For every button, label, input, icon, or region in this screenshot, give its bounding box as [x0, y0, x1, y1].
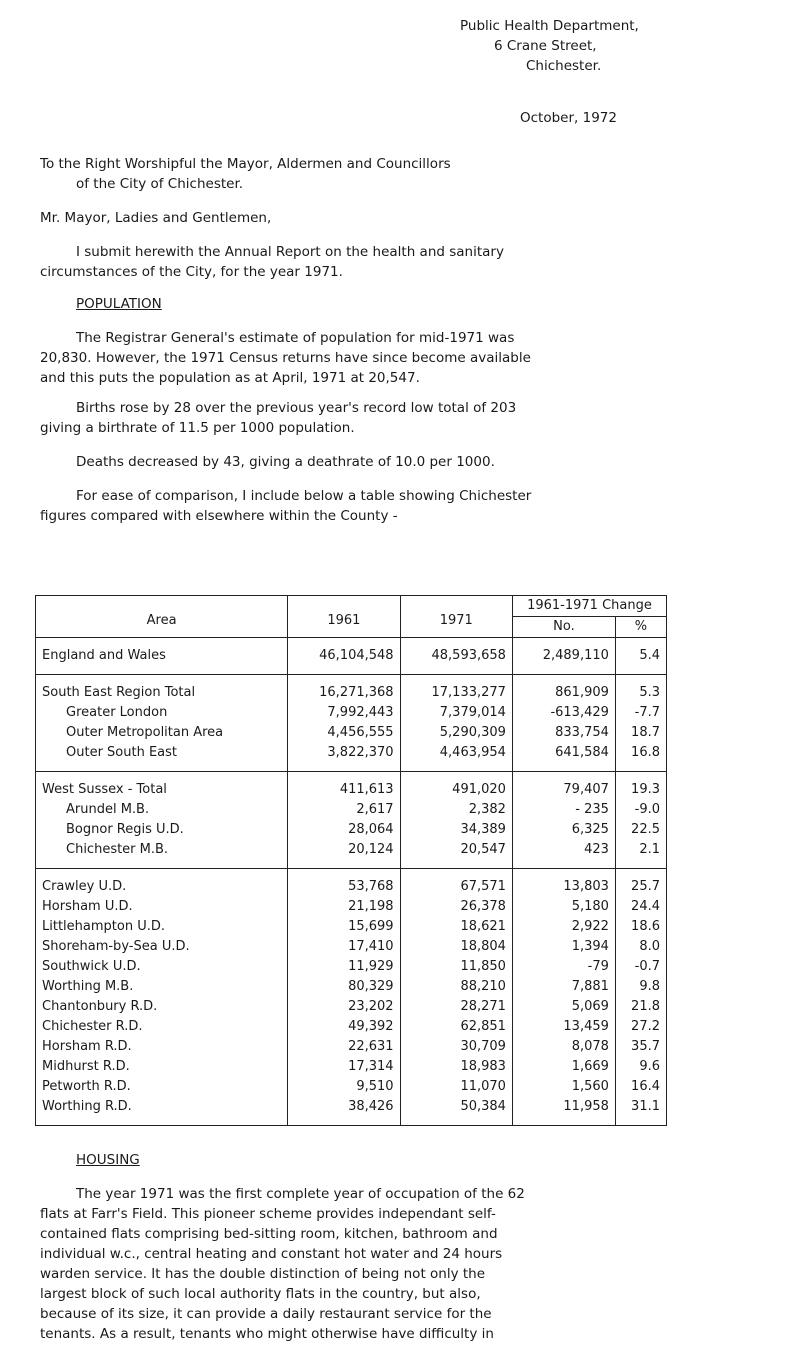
cell-1971: 17,133,277 [400, 675, 512, 704]
population-paragraph-2 [40, 398, 740, 438]
cell-1971: 7,379,014 [400, 703, 512, 723]
table-header-row [36, 596, 666, 617]
text-line: circumstances of the City, for the year 1971. [40, 264, 343, 280]
cell-change-pct: 24.4 [631, 899, 660, 914]
table-row [36, 800, 666, 820]
table-row [36, 743, 666, 772]
cell-change-pct: 16.4 [631, 1079, 660, 1094]
housing-paragraph [40, 1184, 740, 1344]
cell-change-no: -613,429 [512, 703, 615, 723]
cell-1961: 9,510 [288, 1077, 400, 1097]
cell-1971: 18,621 [400, 917, 512, 937]
cell-1971: 30,709 [400, 1037, 512, 1057]
cell-1971: 50,384 [400, 1097, 512, 1125]
cell-area: West Sussex - Total [36, 772, 288, 801]
cell-change-pct: -7.7 [634, 705, 660, 720]
cell-1961: 3,822,370 [288, 743, 400, 772]
cell-change-pct: 18.7 [631, 725, 660, 740]
cell-area: Horsham R.D. [36, 1037, 288, 1057]
cell-change-no: 833,754 [512, 723, 615, 743]
cell-1961: 28,064 [288, 820, 400, 840]
cell-1961: 46,104,548 [288, 638, 400, 675]
table-row [36, 997, 666, 1017]
cell-change-no: 1,394 [512, 937, 615, 957]
cell-1971: 67,571 [400, 869, 512, 898]
cell-change-pct: 9.6 [639, 1059, 660, 1074]
header-1961: 1961 [327, 613, 361, 628]
text-line: giving a birthrate of 11.5 per 1000 population. [40, 420, 355, 436]
population-comparison-table [36, 596, 666, 1125]
salutation-line: of the City of Chichester. [76, 176, 244, 192]
header-no: No. [512, 617, 615, 638]
cell-1961: 17,314 [288, 1057, 400, 1077]
text-line: warden service. It has the double distinction of being not only the [40, 1266, 486, 1282]
cell-change-pct: -0.7 [634, 959, 660, 974]
cell-change-pct: 27.2 [631, 1019, 660, 1034]
cell-1971: 5,290,309 [400, 723, 512, 743]
population-paragraph-3 [40, 452, 740, 472]
text-line: largest block of such local authority flats in the country, but also, [40, 1286, 481, 1302]
header-area: Area [146, 613, 177, 628]
cell-change-no: 13,459 [512, 1017, 615, 1037]
cell-1971: 62,851 [400, 1017, 512, 1037]
text-line: contained flats comprising bed-sitting room, kitchen, bathroom and [40, 1226, 498, 1242]
text-line: figures compared with elsewhere within the County - [40, 508, 398, 524]
text-line: tenants. As a result, tenants who might otherwise have difficulty in [40, 1326, 494, 1342]
cell-1971: 88,210 [400, 977, 512, 997]
cell-change-pct: 18.6 [631, 919, 660, 934]
table-row [36, 1057, 666, 1077]
cell-1971: 18,804 [400, 937, 512, 957]
cell-1961: 7,992,443 [288, 703, 400, 723]
cell-1971: 11,070 [400, 1077, 512, 1097]
table-row [36, 675, 666, 704]
cell-change-no: 1,669 [512, 1057, 615, 1077]
cell-area: Littlehampton U.D. [36, 917, 288, 937]
cell-area: Greater London [36, 703, 288, 723]
cell-change-no: - 235 [512, 800, 615, 820]
cell-1961: 11,929 [288, 957, 400, 977]
cell-change-no: 11,958 [512, 1097, 615, 1125]
cell-change-no: 13,803 [512, 869, 615, 898]
address-line: Chichester. [526, 58, 602, 74]
text-line: individual w.c., central heating and constant hot water and 24 hours [40, 1246, 503, 1262]
cell-area: England and Wales [36, 638, 288, 675]
salutation [40, 154, 740, 194]
cell-change-no: 6,325 [512, 820, 615, 840]
table-row [36, 897, 666, 917]
cell-1961: 16,271,368 [288, 675, 400, 704]
cell-1971: 26,378 [400, 897, 512, 917]
cell-change-pct: 16.8 [631, 745, 660, 760]
cell-area: Chichester R.D. [36, 1017, 288, 1037]
cell-1971: 11,850 [400, 957, 512, 977]
table-row [36, 1097, 666, 1125]
cell-change-pct: 19.3 [615, 772, 666, 801]
text-line: The Registrar General's estimate of population for mid-1971 was [76, 330, 515, 346]
cell-area: Bognor Regis U.D. [36, 820, 288, 840]
cell-area: Chichester M.B. [36, 840, 288, 869]
population-paragraph-1 [40, 328, 740, 388]
text-line: The year 1971 was the first complete year of occupation of the 62 [76, 1186, 525, 1202]
cell-change-no: 861,909 [512, 675, 615, 704]
cell-1961: 15,699 [288, 917, 400, 937]
cell-change-no: 5,069 [512, 997, 615, 1017]
header-1971: 1971 [439, 613, 473, 628]
cell-change-no: 8,078 [512, 1037, 615, 1057]
cell-change-pct: -9.0 [634, 802, 660, 817]
cell-1971: 18,983 [400, 1057, 512, 1077]
text-line: I submit herewith the Annual Report on the health and sanitary [76, 244, 504, 260]
greeting: Mr. Mayor, Ladies and Gentlemen, [40, 210, 272, 226]
cell-area: Petworth R.D. [36, 1077, 288, 1097]
text-line: 20,830. However, the 1971 Census returns have since become available [40, 350, 531, 366]
cell-change-no: 641,584 [512, 743, 615, 772]
cell-1961: 49,392 [288, 1017, 400, 1037]
table-row [36, 820, 666, 840]
cell-1971: 34,389 [400, 820, 512, 840]
cell-change-pct: 21.8 [631, 999, 660, 1014]
cell-1961: 23,202 [288, 997, 400, 1017]
address-line: 6 Crane Street, [494, 38, 597, 54]
cell-change-pct: 9.8 [639, 979, 660, 994]
cell-1961: 17,410 [288, 937, 400, 957]
section-heading: HOUSING [76, 1152, 140, 1168]
table-row [36, 703, 666, 723]
cell-change-no: 7,881 [512, 977, 615, 997]
cell-1961: 20,124 [288, 840, 400, 869]
cell-1961: 411,613 [288, 772, 400, 801]
table-row [36, 1017, 666, 1037]
cell-area: Midhurst R.D. [36, 1057, 288, 1077]
table-row [36, 840, 666, 869]
cell-change-pct: 8.0 [639, 939, 660, 954]
cell-1961: 4,456,555 [288, 723, 400, 743]
population-heading [40, 294, 776, 314]
section-heading: POPULATION [76, 296, 162, 312]
cell-area: South East Region Total [36, 675, 288, 704]
cell-change-no: 423 [512, 840, 615, 869]
cell-change-no: -79 [512, 957, 615, 977]
cell-area: Worthing M.B. [36, 977, 288, 997]
address-line: Public Health Department, [460, 18, 639, 34]
cell-1961: 22,631 [288, 1037, 400, 1057]
table-row [36, 937, 666, 957]
salutation-line: To the Right Worshipful the Mayor, Aldermen and Councillors [40, 156, 451, 172]
table-row [36, 917, 666, 937]
cell-area: Chantonbury R.D. [36, 997, 288, 1017]
cell-1961: 53,768 [288, 869, 400, 898]
population-paragraph-4 [40, 486, 740, 526]
table-row [36, 957, 666, 977]
table-row [36, 772, 666, 801]
cell-area: Outer South East [36, 743, 288, 772]
cell-1971: 48,593,658 [400, 638, 512, 675]
text-line: Deaths decreased by 43, giving a deathrate of 10.0 per 1000. [76, 454, 495, 470]
cell-area: Worthing R.D. [36, 1097, 288, 1125]
sender-address [460, 16, 790, 76]
cell-area: Southwick U.D. [36, 957, 288, 977]
cell-change-pct: 35.7 [631, 1039, 660, 1054]
cell-change-no: 2,922 [512, 917, 615, 937]
table-row [36, 869, 666, 898]
cell-area: Arundel M.B. [36, 800, 288, 820]
letter-date: October, 1972 [520, 110, 617, 126]
table-row [36, 1077, 666, 1097]
intro-paragraph [40, 242, 740, 282]
cell-change-no: 5,180 [512, 897, 615, 917]
cell-change-pct: 2.1 [639, 842, 660, 857]
cell-change-no: 1,560 [512, 1077, 615, 1097]
cell-1971: 2,382 [400, 800, 512, 820]
header-pct: % [634, 619, 648, 634]
cell-area: Shoreham-by-Sea U.D. [36, 937, 288, 957]
cell-1961: 38,426 [288, 1097, 400, 1125]
cell-1961: 2,617 [288, 800, 400, 820]
header-change: 1961-1971 Change [512, 596, 666, 617]
cell-change-pct: 22.5 [631, 822, 660, 837]
cell-change-pct: 25.7 [615, 869, 666, 898]
text-line: because of its size, it can provide a daily restaurant service for the [40, 1306, 492, 1322]
cell-change-pct: 5.3 [615, 675, 666, 704]
cell-1971: 4,463,954 [400, 743, 512, 772]
cell-area: Outer Metropolitan Area [36, 723, 288, 743]
table-row [36, 1037, 666, 1057]
cell-change-no: 2,489,110 [512, 638, 615, 675]
cell-1971: 28,271 [400, 997, 512, 1017]
text-line: and this puts the population as at April, 1971 at 20,547. [40, 370, 420, 386]
table-row [36, 977, 666, 997]
cell-change-no: 79,407 [512, 772, 615, 801]
cell-change-pct: 31.1 [631, 1099, 660, 1114]
table-row [36, 638, 666, 675]
cell-change-pct: 5.4 [615, 638, 666, 675]
cell-area: Horsham U.D. [36, 897, 288, 917]
text-line: Births rose by 28 over the previous year's record low total of 203 [76, 400, 517, 416]
text-line: For ease of comparison, I include below a table showing Chichester [76, 488, 532, 504]
table-row [36, 723, 666, 743]
cell-1971: 20,547 [400, 840, 512, 869]
cell-1971: 491,020 [400, 772, 512, 801]
text-line: flats at Farr's Field. This pioneer scheme provides independant self- [40, 1206, 496, 1222]
housing-heading [40, 1150, 776, 1170]
cell-1961: 80,329 [288, 977, 400, 997]
cell-1961: 21,198 [288, 897, 400, 917]
cell-area: Crawley U.D. [36, 869, 288, 898]
